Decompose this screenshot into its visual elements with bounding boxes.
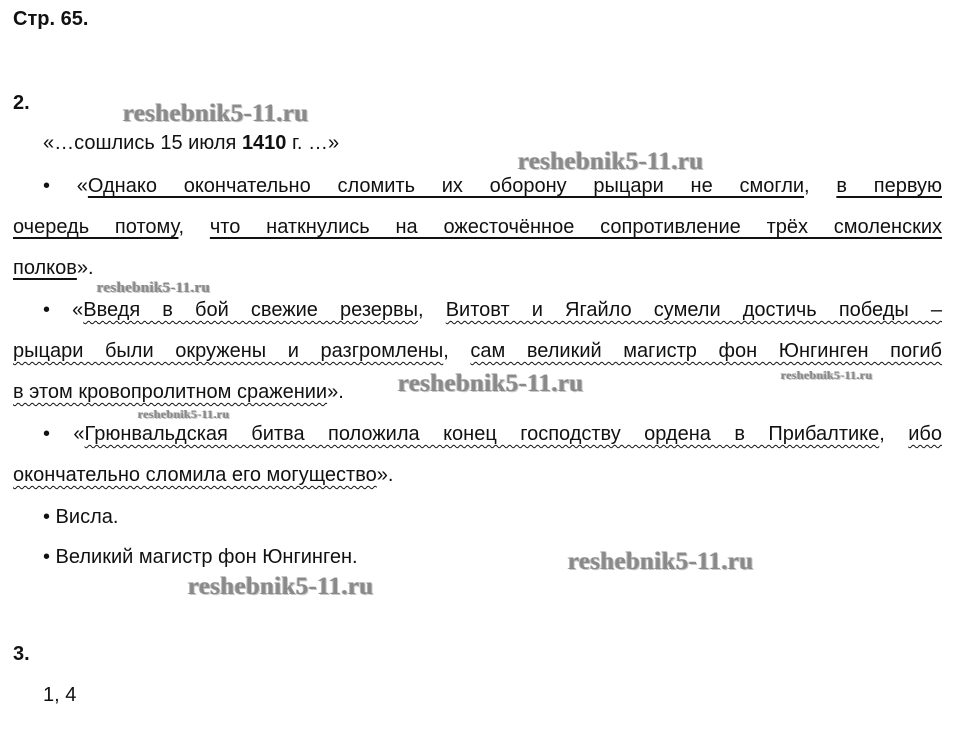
bullet-2-line-1: [13, 299, 942, 322]
task-3-answer: 1, 4: [43, 684, 77, 706]
bullet-3-wavy-2a: ибо: [908, 423, 942, 445]
bullet-1-underlined-3b: полков: [13, 257, 77, 279]
task-2-number: 2.: [13, 92, 30, 114]
bullet-1-underlined-2b: очередь потому: [13, 216, 179, 238]
bullet-1-sep-2: ,: [178, 216, 210, 238]
bullet-4: • Висла.: [43, 506, 119, 528]
bullet-3-line-1: [13, 423, 942, 446]
bullet-1-underlined-1: Однако окончательно сломить их оборону рыцари не смогли: [87, 175, 805, 197]
bullet-2-wavy-3a: рыцари были окружены и разгромлены: [13, 340, 444, 362]
watermark: reshebnik5-11.ru: [123, 100, 309, 127]
bullet-1-line-3: [13, 257, 94, 280]
bullet-1-marker: • «: [43, 175, 88, 197]
bullet-2-wavy-1: Введя в бой свежие резервы: [83, 299, 419, 321]
quote-close: г. …»: [286, 132, 340, 154]
quote-line: [43, 132, 339, 155]
task-3-number: 3.: [13, 643, 30, 665]
page-title: Стр. 65.: [13, 8, 89, 30]
bullet-1-end: ».: [76, 257, 94, 279]
watermark: reshebnik5-11.ru: [138, 407, 230, 421]
bullet-3-wavy-2b: окончательно сломила его могущество: [13, 464, 377, 486]
watermark: reshebnik5-11.ru: [781, 368, 873, 382]
watermark: reshebnik5-11.ru: [518, 148, 704, 175]
bullet-1-underlined-3a: что наткнулись на ожесточённое сопротивление трёх смоленских: [209, 216, 942, 238]
bullet-3-line-2: [13, 464, 393, 487]
quote-year: 1410: [241, 132, 287, 154]
bullet-2-end: ».: [327, 381, 344, 403]
watermark: reshebnik5-11.ru: [398, 370, 584, 397]
watermark: reshebnik5-11.ru: [188, 573, 374, 600]
bullet-2-wavy-4: в этом кровопролитном сражении: [13, 381, 328, 403]
bullet-2-line-2: [13, 340, 942, 363]
bullet-1-underlined-2a: в первую: [836, 175, 942, 197]
bullet-1-sep-1: ,: [804, 175, 837, 197]
bullet-2-sep-1: ,: [418, 299, 446, 321]
watermark: reshebnik5-11.ru: [568, 548, 754, 575]
bullet-2-marker: • «: [43, 299, 84, 321]
bullet-3-sep: ,: [879, 423, 909, 445]
bullet-5: • Великий магистр фон Юнгинген.: [43, 546, 358, 568]
quote-open: «…сошлись 15 июля: [43, 132, 242, 154]
bullet-1-line-1: [13, 175, 942, 198]
bullet-2-wavy-3b: сам великий магистр фон Юнгинген погиб: [470, 340, 943, 362]
watermark: reshebnik5-11.ru: [97, 280, 211, 296]
bullet-3-end: ».: [376, 464, 394, 486]
bullet-1-line-2: [13, 216, 942, 239]
bullet-3-marker: • «: [43, 423, 85, 445]
bullet-2-wavy-2: Витовт и Ягайло сумели достичь победы –: [445, 299, 942, 321]
bullet-2-line-3: [13, 381, 344, 404]
bullet-3-wavy-1: Грюнвальдская битва положила конец господству ордена в Прибалтике: [84, 423, 880, 445]
bullet-2-sep-2: ,: [443, 340, 471, 362]
